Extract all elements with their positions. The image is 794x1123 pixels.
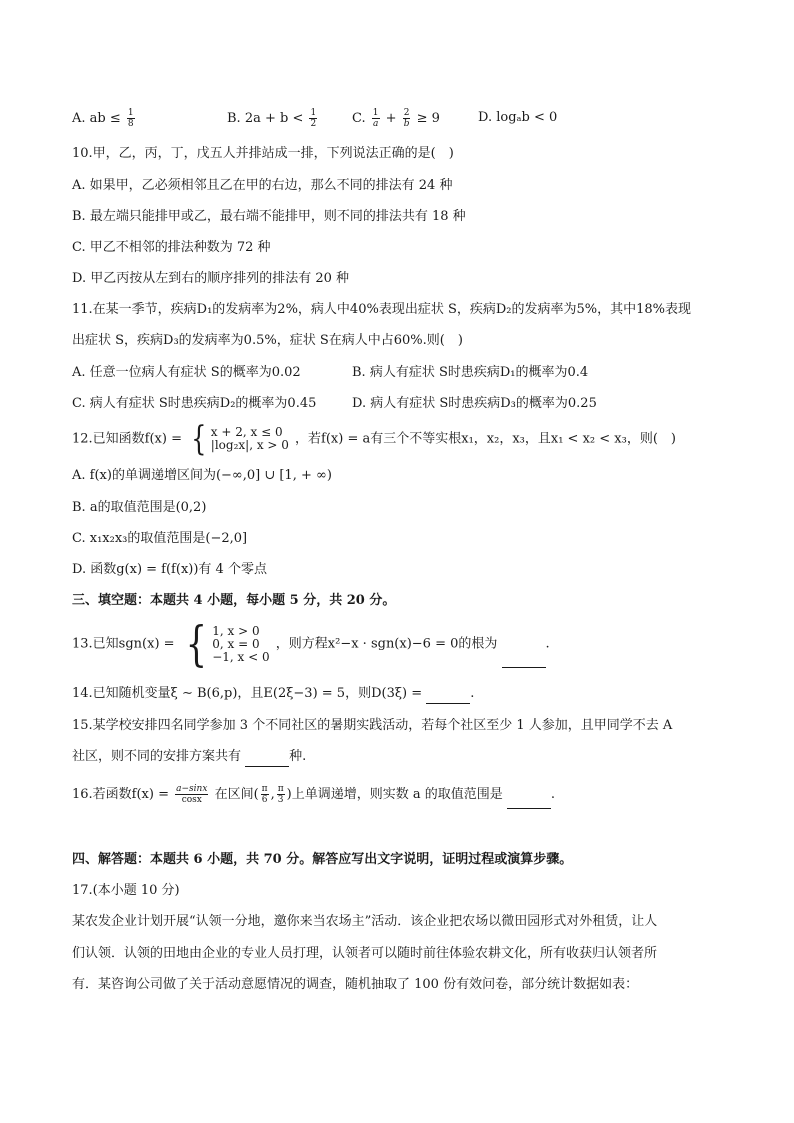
q12-option-b[interactable]: B. a的取值范围是(0,2) [72, 500, 207, 515]
q12-piecewise: { x + 2, x ≤ 0 |log₂x|, x > 0 [191, 419, 289, 459]
q15-stem-line1: 15.某学校安排四名同学参加 3 个不同社区的暑期实践活动，若每个社区至少 1 人参加，且甲同学不去 A [72, 718, 673, 733]
q9-option-b[interactable] [227, 108, 319, 129]
q11-stem-line2: 出症状 S，疾病D₃的发病率为0.5%，症状 S在病人中占60%.则( ) [72, 333, 463, 348]
q17-paragraph-line3: 有．某咨询公司做了关于活动意愿情况的调查，随机抽取了 100 份有效问卷，部分统计数据如表： [72, 977, 639, 992]
q12-option-d[interactable]: D. 函数g(x) = f(f(x))有 4 个零点 [72, 562, 267, 577]
q17-paragraph-line1: 某农发企业计划开展“认领一分地，邀你来当农场主”活动．该企业把农场以微田园形式对外租赁，让人 [72, 914, 658, 929]
q14-stem: 14.已知随机变量ξ ∼ B(6,p)，且E(2ξ−3) = 5，则D(3ξ) = . [72, 684, 474, 704]
q9-option-b-fraction: $\frac{1}{2}$ [310, 108, 317, 129]
q14-answer-blank[interactable] [426, 689, 470, 704]
q16-stem: 16.若函数f(x) = $\frac{a-\sin x}{\cos x}$ 在区间( $\frac{\pi}{6}$ , $\frac{\pi}{3}$ )上单调递增，则实数 a 的取值范围是 . [72, 781, 555, 809]
q13-stem: 13.已知sgn(x) = { 1, x > 0 0, x = 0 −1, x < 0 ，则方程x²−x · sgn(x)−6 = 0的根为 . [72, 616, 550, 672]
q13-answer-blank[interactable] [502, 653, 546, 668]
q10-option-c[interactable]: C. 甲乙不相邻的排法种数为 72 种 [72, 240, 271, 255]
q12-option-c[interactable]: C. x₁x₂x₃的取值范围是(−2,0] [72, 531, 248, 546]
q15-answer-blank[interactable] [245, 752, 289, 767]
q15-stem-line2: 社区，则不同的安排方案共有 种. [72, 747, 306, 767]
q11-stem-line1: 11.在某一季节，疾病D₁的发病率为2%，病人中40%表现出症状 S，疾病D₂的发病率为5%，其中18%表现 [72, 302, 692, 317]
q11-option-d[interactable]: D. 病人有症状 S时患疾病D₃的概率为0.25 [352, 396, 597, 411]
q9-option-b-prefix: B. 2a + b < [227, 111, 304, 126]
q17-heading: 17.(本小题 10 分) [72, 883, 180, 898]
q10-option-d[interactable]: D. 甲乙丙按从左到右的顺序排列的排法有 20 种 [72, 271, 350, 286]
q10-option-a[interactable]: A. 如果甲，乙必须相邻且乙在甲的右边，那么不同的排法有 24 种 [72, 178, 453, 193]
section-4-heading: 四、解答题：本题共 6 小题，共 70 分。解答应写出文字说明，证明过程或演算步骤。 [72, 852, 573, 867]
q16-fraction: $\frac{a-\sin x}{\cos x}$ [176, 784, 208, 805]
q9-option-c-prefix: C. [352, 111, 366, 126]
section-3-heading: 三、填空题：本题共 4 小题，每小题 5 分，共 20 分。 [72, 593, 396, 608]
q10-stem: 10.甲，乙，丙，丁，戊五人并排站成一排，下列说法正确的是( ) [72, 146, 454, 161]
q12-option-a[interactable]: A. f(x)的单调递增区间为(−∞,0] ∪ [1, + ∞) [72, 468, 332, 483]
q11-option-c[interactable]: C. 病人有症状 S时患疾病D₂的概率为0.45 [72, 396, 317, 411]
q11-option-a[interactable]: A. 任意一位病人有症状 S的概率为0.02 [72, 365, 301, 380]
q17-paragraph-line2: 们认领．认领的田地由企业的专业人员打理，认领者可以随时前往体验农耕文化，所有收获归认领者所 [72, 946, 658, 961]
q9-option-a-prefix: A. ab ≤ [72, 111, 121, 126]
q10-option-b[interactable]: B. 最左端只能排甲或乙，最右端不能排甲，则不同的排法共有 18 种 [72, 209, 466, 224]
q9-option-a-fraction: $\frac{1}{8}$ [127, 108, 134, 129]
q9-option-c[interactable]: C. $\frac{1}{a}$ + $\frac{2}{b}$ ≥ 9 [352, 108, 440, 129]
q9-option-a[interactable] [72, 108, 137, 129]
q9-option-d[interactable]: D. logₐb < 0 [478, 110, 558, 125]
q13-piecewise: { 1, x > 0 0, x = 0 −1, x < 0 [185, 616, 270, 672]
q11-option-b[interactable]: B. 病人有症状 S时患疾病D₁的概率为0.4 [352, 365, 589, 380]
q16-answer-blank[interactable] [507, 794, 551, 809]
q12-stem: 12.已知函数f(x) = { x + 2, x ≤ 0 |log₂x|, x > 0 ，若f(x) = a有三个不等实根x₁，x₂，x₃，且x₁ < x₂ < x₃，则( ) [72, 419, 676, 459]
